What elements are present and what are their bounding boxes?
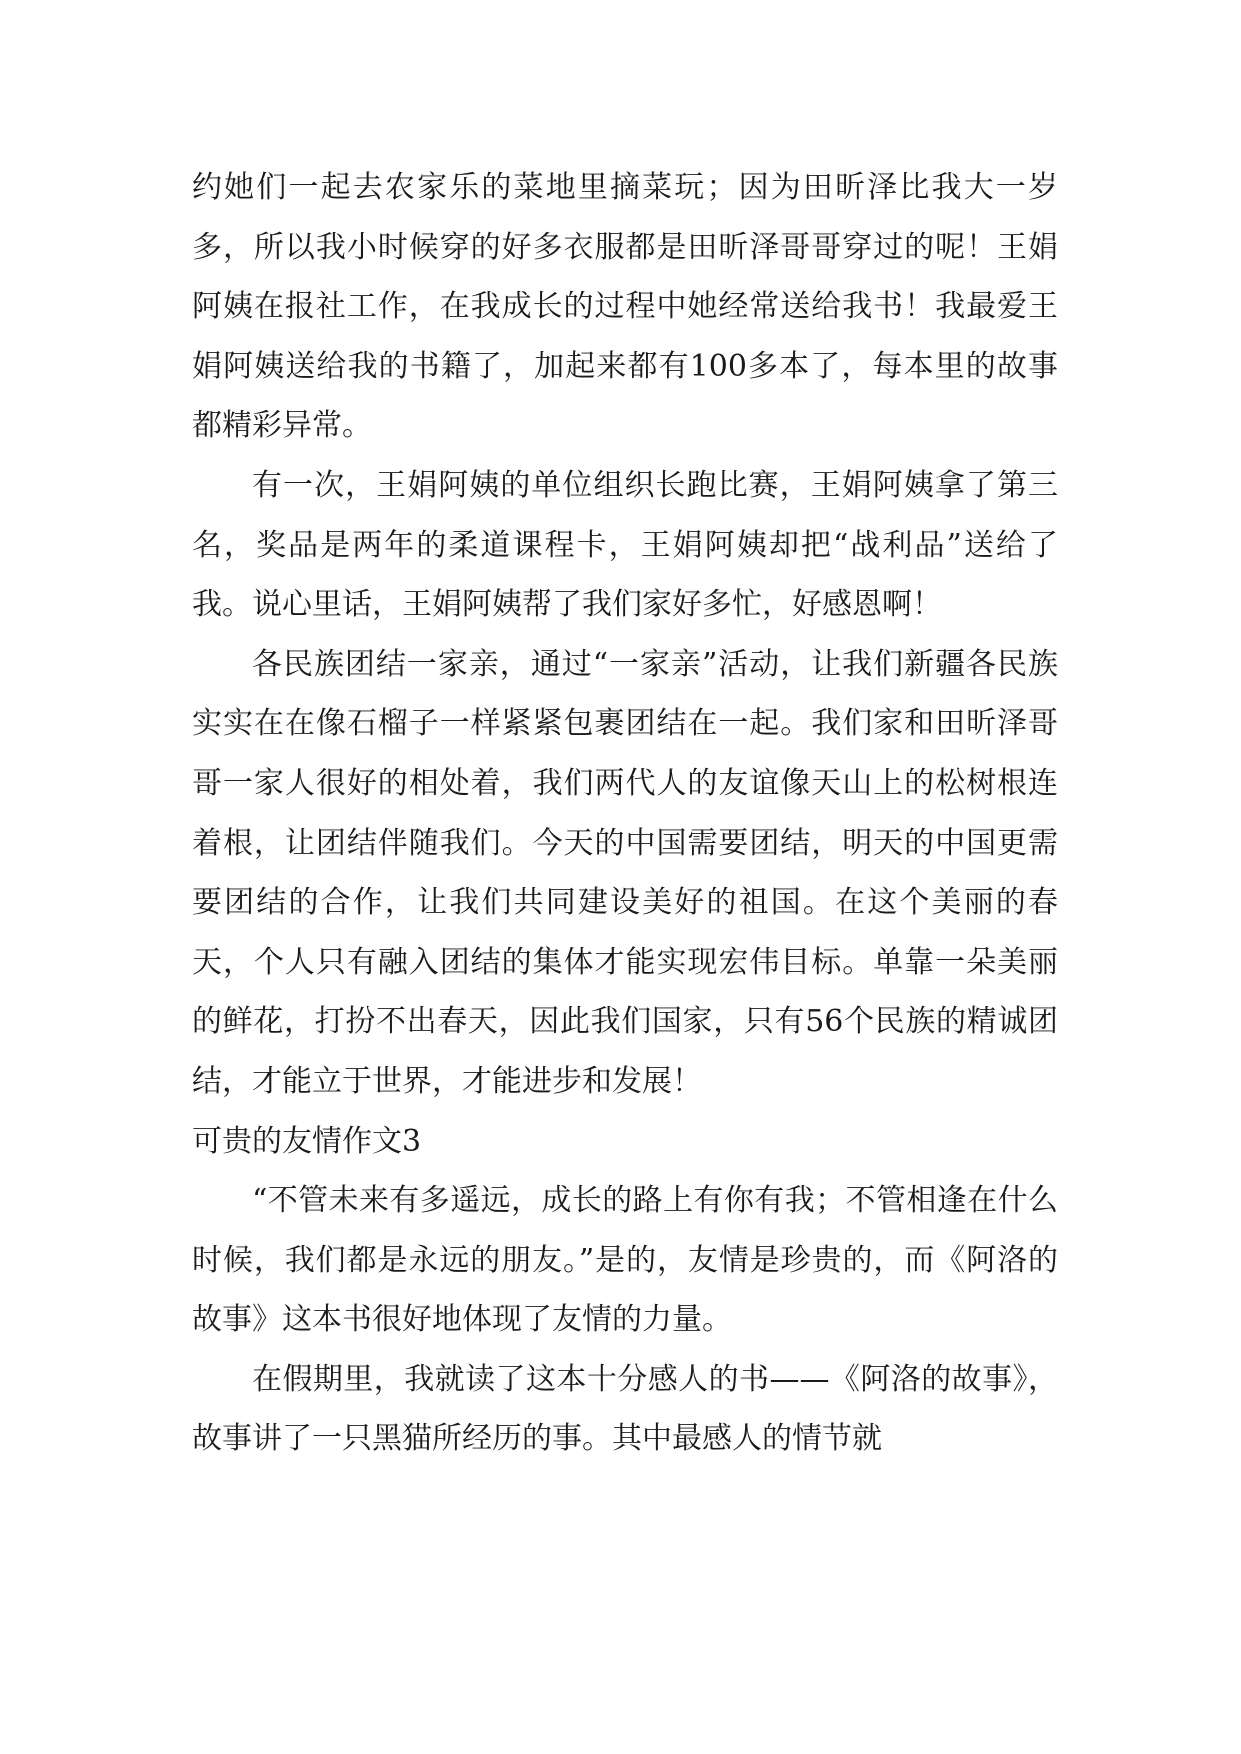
paragraph: 约她们一起去农家乐的菜地里摘菜玩；因为田昕泽比我大一岁多，所以我小时候穿的好多衣服都是田昕泽哥哥穿过的呢！王娟阿姨在报社工作，在我成长的过程中她经常送给我书！我最爱王娟阿姨送给我的书籍了，加起来都有100多本了，每本里的故事都精彩异常。 xyxy=(192,170,1058,444)
document-body xyxy=(192,158,1058,1469)
paragraph: “不管未来有多遥远，成长的路上有你有我；不管相逢在什么时候，我们都是永远的朋友。”是的，友情是珍贵的，而《阿洛的故事》这本书很好地体现了友情的力量。 xyxy=(192,1183,1058,1338)
paragraph: 在假期里，我就读了这本十分感人的书——《阿洛的故事》，故事讲了一只黑猫所经历的事。其中最感人的情节就 xyxy=(192,1361,1058,1457)
paragraph: 有一次，王娟阿姨的单位组织长跑比赛，王娟阿姨拿了第三名，奖品是两年的柔道课程卡，王娟阿姨却把“战利品”送给了我。说心里话，王娟阿姨帮了我们家好多忙，好感恩啊！ xyxy=(192,467,1058,623)
paragraph: 各民族团结一家亲，通过“一家亲”活动，让我们新疆各民族实实在在像石榴子一样紧紧包裹团结在一起。我们家和田昕泽哥哥一家人很好的相处着，我们两代人的友谊像天山上的松树根连着根，让团结伴随我们。今天的中国需要团结，明天的中国更需要团结的合作，让我们共同建设美好的祖国。在这个美丽的春天，个人只有融入团结的集体才能实现宏伟目标。单靠一朵美丽的鲜花，打扮不出春天，因此我们国家，只有56个民族的精诚团结，才能立于世界，才能进步和发展！ xyxy=(192,646,1058,1099)
section-heading: 可贵的友情作文3 xyxy=(192,1123,422,1159)
